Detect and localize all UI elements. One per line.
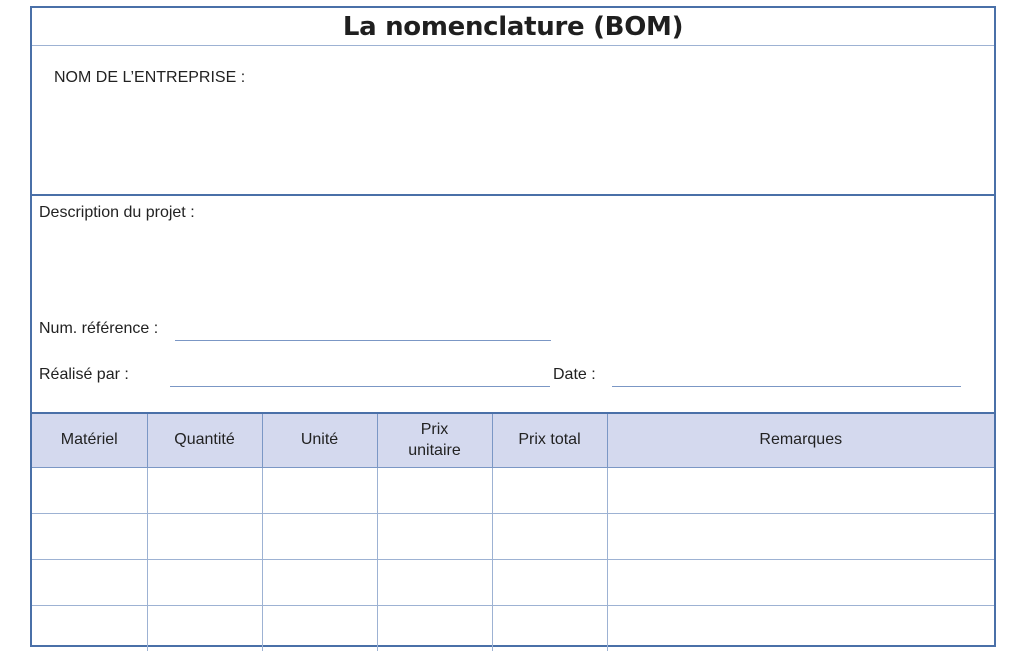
table-cell[interactable]	[147, 468, 262, 514]
table-cell[interactable]	[607, 560, 994, 606]
title-bar	[32, 8, 994, 46]
table-cell[interactable]	[262, 514, 377, 560]
column-header-unit-price	[377, 413, 492, 468]
made-by-label: Réalisé par :	[39, 366, 129, 383]
column-header-remarks: Remarques	[607, 413, 994, 468]
table-cell[interactable]	[147, 560, 262, 606]
table-cell[interactable]	[32, 560, 147, 606]
table-cell[interactable]	[607, 606, 994, 652]
table-header-row	[32, 413, 994, 468]
date-field[interactable]	[612, 386, 961, 387]
column-header-material: Matériel	[32, 413, 147, 468]
project-section	[32, 196, 994, 412]
table-cell[interactable]	[377, 468, 492, 514]
column-header-unit: Unité	[262, 413, 377, 468]
reference-number-label: Num. référence :	[39, 320, 159, 337]
unit-price-header-text: Prix unitaire	[408, 420, 461, 459]
project-description-label: Description du projet :	[39, 204, 195, 221]
table-cell[interactable]	[147, 606, 262, 652]
table-cell[interactable]	[32, 514, 147, 560]
table-row	[32, 560, 994, 606]
table-cell[interactable]	[32, 606, 147, 652]
bom-table	[32, 412, 994, 651]
table-cell[interactable]	[377, 514, 492, 560]
table-row	[32, 606, 994, 652]
company-name-label: NOM DE L’ENTREPRISE :	[54, 69, 246, 86]
date-label: Date :	[553, 366, 596, 383]
bom-form	[30, 6, 996, 647]
table-cell[interactable]	[147, 514, 262, 560]
reference-number-field[interactable]	[175, 340, 551, 341]
table-cell[interactable]	[262, 606, 377, 652]
made-by-field[interactable]	[170, 386, 550, 387]
table-cell[interactable]	[377, 606, 492, 652]
table-cell[interactable]	[607, 514, 994, 560]
table-cell[interactable]	[492, 606, 607, 652]
company-section	[32, 46, 994, 196]
table-cell[interactable]	[607, 468, 994, 514]
table-cell[interactable]	[32, 468, 147, 514]
column-header-quantity: Quantité	[147, 413, 262, 468]
column-header-total-price: Prix total	[492, 413, 607, 468]
form-title: La nomenclature (BOM)	[342, 11, 684, 42]
table-cell[interactable]	[492, 468, 607, 514]
table-cell[interactable]	[492, 514, 607, 560]
table-row	[32, 468, 994, 514]
table-row	[32, 514, 994, 560]
table-cell[interactable]	[377, 560, 492, 606]
table-cell[interactable]	[492, 560, 607, 606]
table-cell[interactable]	[262, 560, 377, 606]
table-cell[interactable]	[262, 468, 377, 514]
